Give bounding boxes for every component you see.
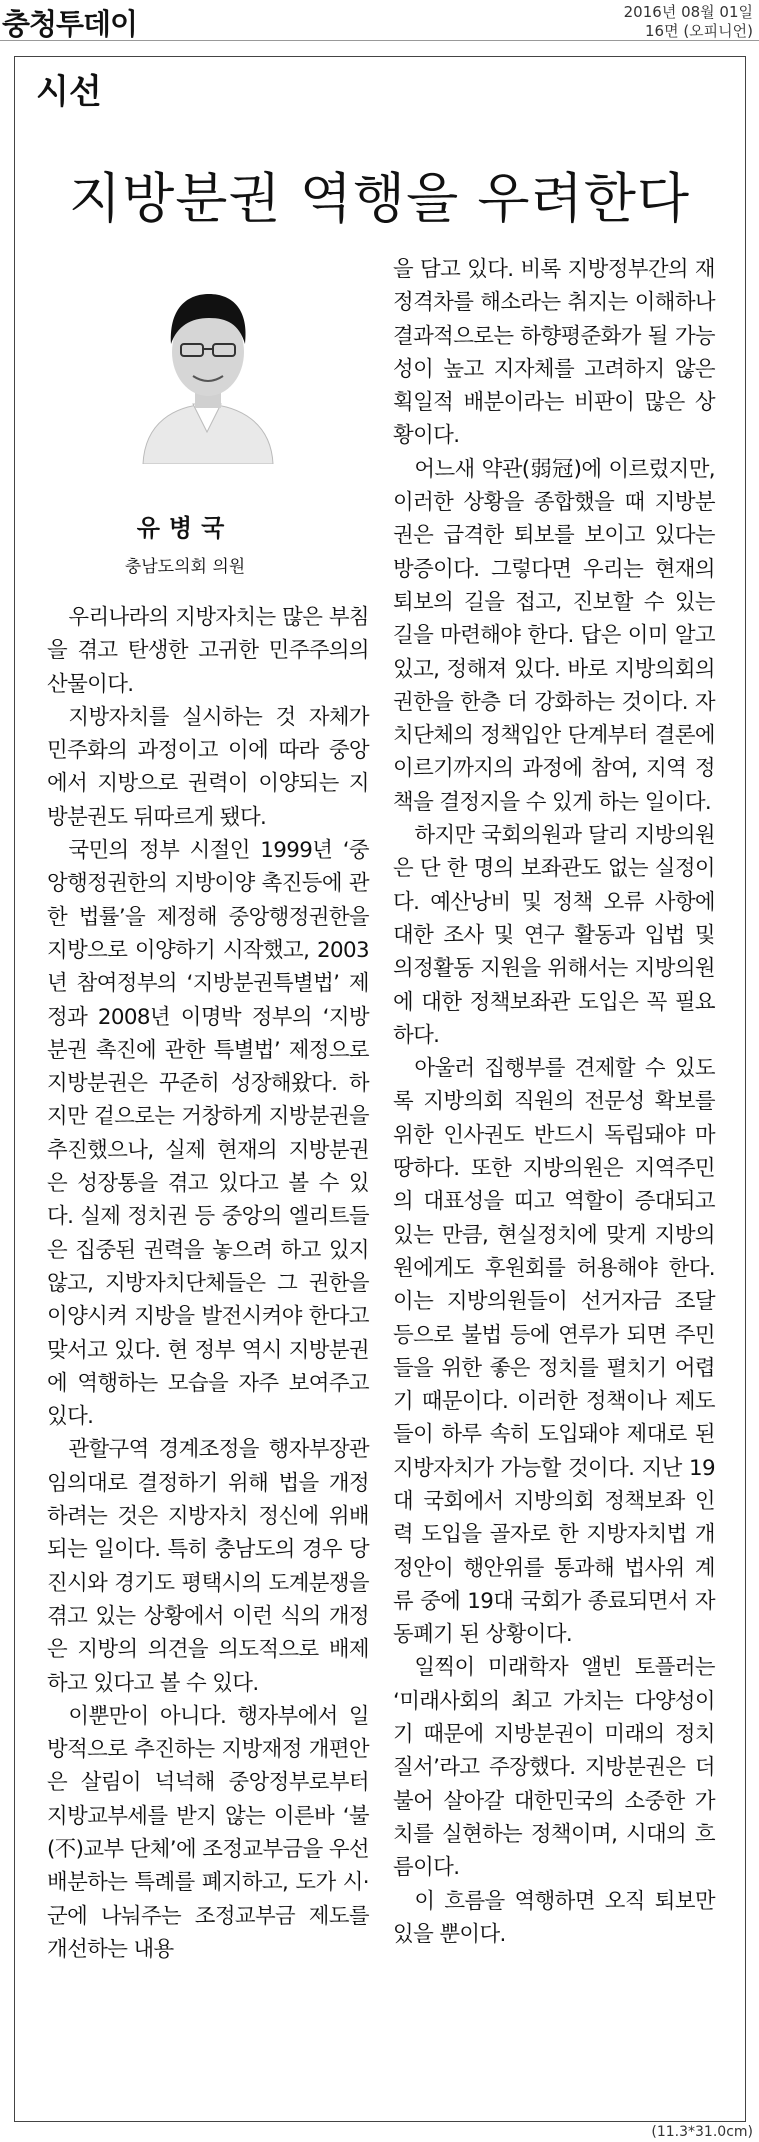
- paragraph: 아울러 집행부를 견제할 수 있도록 지방의회 직원의 전문성 확보를 위한 인사권도 반드시 독립돼야 마땅하다. 또한 지방의원은 지역주민의 대표성을 띠고 역할이 증대되고 있는 만큼, 현실정치에 맞게 지방의원에게도 후원회를 허용해야 한다. 이는 지방의원들이 선거자금 조달 등으로 불법 등에 연루가 되면 주민들을 위한 좋은 정치를 펼치기 어렵기 때문이다. 이러한 정책이나 제도들이 하루 속히 도입돼야 제대로 된 지방자치가 가능할 것이다. 지난 19대 국회에서 지방의회 정책보좌 인력 도입을 골자로 한 지방자치법 개정안이 행안위를 통과해 법사위 계류 중에 19대 국회가 종료되면서 자동폐기 된 상황이다.: [393, 1056, 715, 1648]
- author-photo: [135, 282, 280, 464]
- paragraph: 이 흐름을 역행하면 오직 퇴보만 있을 뿐이다.: [393, 1888, 715, 1947]
- headline: 지방분권 역행을 우려한다: [68, 167, 691, 230]
- masthead: [0, 0, 759, 41]
- paragraph: 우리나라의 지방자치는 많은 부침을 겪고 탄생한 고귀한 민주주의의 산물이다.: [47, 605, 369, 697]
- page-info: 16면 (오피니언): [644, 22, 753, 40]
- paragraph: 이뿐만이 아니다. 행자부에서 일방적으로 추진하는 지방재정 개편안은 살림이 넉넉해 중앙정부로부터 지방교부세를 받지 않는 이른바 ‘불(不)교부 단체’에 조정교부금을 우선 배분하는 특례를 폐지하고, 도가 시·군에 나눠주는 조정교부금 제도를 개선하는 내용: [47, 1703, 369, 1962]
- paragraph: 국민의 정부 시절인 1999년 ‘중앙행정권한의 지방이양 촉진등에 관한 법률’을 제정해 중앙행정권한을 지방으로 이양하기 시작했고, 2003년 참여정부의 ‘지방분권특별법’ 제정과 2008년 이명박 정부의 ‘지방분권 촉진에 관한 특별법’ 제정으로 지방분권은 꾸준히 성장해왔다. 하지만 겉으로는 거창하게 지방분권을 추진했으나, 실제 현재의 지방분권은 성장통을 겪고 있다고 볼 수 있다. 실제 정치권 등 중앙의 엘리트들은 집중된 권력을 놓으려 하고 있지 않고, 지방자치단체들은 그 권한을 이양시켜 지방을 발전시켜야 한다고 맞서고 있다. 현 정부 역시 지방분권에 역행하는 모습을 자주 보여주고 있다.: [47, 838, 369, 1430]
- author-title: 충남도의회 의원: [124, 557, 246, 577]
- publication-date: 2016년 08월 01일: [623, 3, 753, 21]
- section-label: 시선: [36, 72, 102, 112]
- paragraph-continued: 을 담고 있다. 비록 지방정부간의 재정격차를 해소라는 취지는 이해하나 결과적으로는 하향평준화가 될 가능성이 높고 지자체를 고려하지 않은 획일적 배분이라는 비판이 많은 상황이다.: [393, 257, 715, 449]
- article-column-right: [393, 253, 715, 1951]
- paragraph: 하지만 국회의원과 달리 지방의원은 단 한 명의 보좌관도 없는 실정이다. 예산낭비 및 정책 오류 사항에 대한 조사 및 연구 활동과 입법 및 의정활동 지원을 위해서는 지방의원에 대한 정책보좌관 도입은 꼭 필요하다.: [393, 823, 715, 1048]
- paragraph: 일찍이 미래학자 앨빈 토플러는 ‘미래사회의 최고 가치는 다양성이기 때문에 지방분권이 미래의 정치 질서’라고 주장했다. 지방분권은 더불어 살아갈 대한민국의 소중한 가치를 실현하는 정책이며, 시대의 흐름이다.: [393, 1655, 715, 1881]
- paragraph: 어느새 약관(弱冠)에 이르렀지만, 이러한 상황을 종합했을 때 지방분권은 급격한 퇴보를 보이고 있다는 방증이다. 그렇다면 우리는 현재의 퇴보의 길을 접고, 진보할 수 있는 길을 마련해야 한다. 답은 이미 알고 있고, 정해져 있다. 바로 지방의회의 권한을 한층 더 강화하는 것이다. 자치단체의 정책입안 단계부터 결론에 이르기까지의 과정에 참여, 지역 정책을 결정지을 수 있게 하는 일이다.: [393, 456, 715, 815]
- clipping-size: (11.3*31.0cm): [651, 2124, 753, 2140]
- paragraph: 관할구역 경계조정을 행자부장관 임의대로 결정하기 위해 법을 개정하려는 것은 지방자치 정신에 위배되는 일이다. 특히 충남도의 경우 당진시와 경기도 평택시의 도계분쟁을 겪고 있는 상황에서 이런 식의 개정은 지방의 의견을 의도적으로 배제하고 있다고 볼 수 있다.: [47, 1437, 369, 1696]
- author-name: 유병국: [136, 514, 234, 542]
- paragraph: 지방자치를 실시하는 것 자체가 민주화의 과정이고 이에 따라 중앙에서 지방으로 권력이 이양되는 지방분권도 뒤따르게 됐다.: [47, 704, 369, 830]
- newspaper-logo: 충청투데이: [2, 7, 138, 41]
- article-column-left: [47, 601, 369, 1966]
